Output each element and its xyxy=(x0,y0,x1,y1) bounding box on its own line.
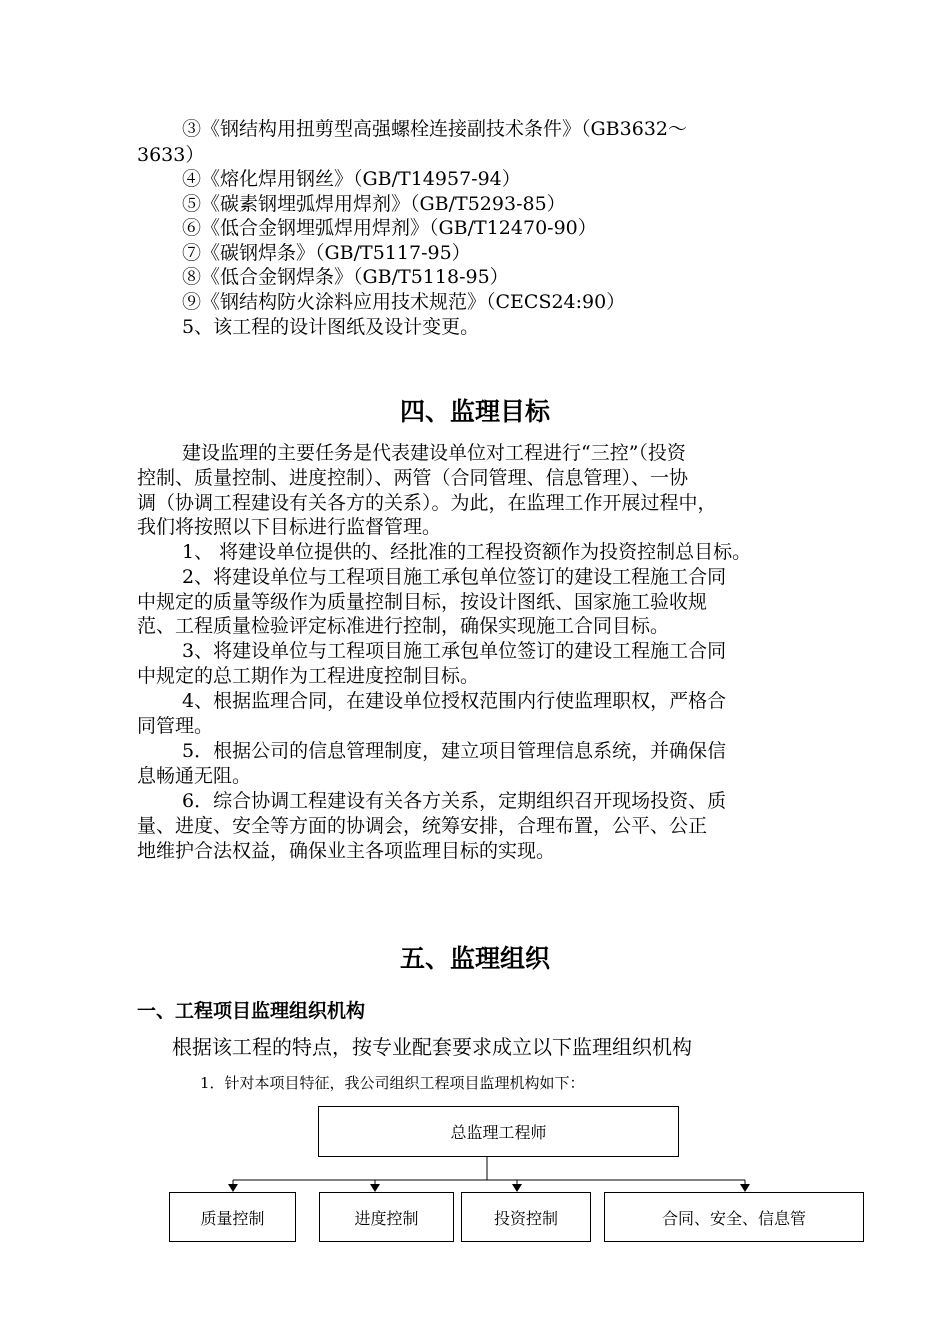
section-5-intro: 根据该工程的特点，按专业配套要求成立以下监理组织机构 xyxy=(172,1035,692,1059)
org-box-contract-safety-info: 合同、安全、信息管 xyxy=(604,1192,864,1242)
goal-6-line: 量、进度、安全等方面的协调会，统筹安排，合理布置，公平、公正 xyxy=(137,815,708,837)
goal-5-line: 息畅通无阻。 xyxy=(137,765,252,787)
ref-item-9: ⑨《钢结构防火涂料应用技术规范》（CECS24:90） xyxy=(182,291,626,313)
goal-4-line: 4、根据监理合同，在建设单位授权范围内行使监理职权，严格合 xyxy=(182,690,727,712)
section-4-intro-line: 控制、质量控制、进度控制）、两管（合同管理、信息管理）、一协 xyxy=(137,467,689,489)
goal-2-line: 范、工程质量检验评定标准进行控制，确保实现施工合同目标。 xyxy=(137,615,670,637)
org-box-chief-supervisor: 总监理工程师 xyxy=(318,1106,679,1157)
goal-6-line: 6．综合协调工程建设有关各方关系，定期组织召开现场投资、质 xyxy=(182,790,727,812)
ref-item-3-line1: ③《钢结构用扭剪型高强螺栓连接副技术条件》（GB3632～ xyxy=(182,118,687,140)
goal-5-line: 5．根据公司的信息管理制度，建立项目管理信息系统，并确保信 xyxy=(182,740,727,762)
section-4-title: 四、监理目标 xyxy=(399,397,550,426)
org-chart-note: 1．针对本项目特征，我公司组织工程项目监理机构如下： xyxy=(200,1074,585,1092)
goal-2-line: 2、将建设单位与工程项目施工承包单位签订的建设工程施工合同 xyxy=(182,566,727,588)
goal-6-line: 地维护合法权益，确保业主各项监理目标的实现。 xyxy=(137,840,556,862)
section-5-subtitle: 一、工程项目监理组织机构 xyxy=(137,1000,366,1022)
goal-4-line: 同管理。 xyxy=(137,715,214,737)
section-4-intro-line: 我们将按照以下目标进行监督管理。 xyxy=(137,516,442,538)
org-box-investment-control: 投资控制 xyxy=(461,1192,591,1242)
ref-item-8: ⑧《低合金钢焊条》（GB/T5118-95） xyxy=(182,266,509,288)
org-box-quality-control: 质量控制 xyxy=(169,1192,296,1242)
goal-3-line: 中规定的总工期作为工程进度控制目标。 xyxy=(137,665,480,687)
section-4-intro-line: 调（协调工程建设有关各方的关系）。为此，在监理工作开展过程中， xyxy=(137,492,717,514)
arrow-down-icon xyxy=(740,1184,750,1192)
section-5-title: 五、监理组织 xyxy=(399,944,550,973)
arrow-down-icon xyxy=(370,1184,380,1192)
arrow-down-icon xyxy=(228,1184,238,1192)
ref-point-5: 5、该工程的设计图纸及设计变更。 xyxy=(182,316,480,338)
goal-2-line: 中规定的质量等级作为质量控制目标，按设计图纸、国家施工验收规 xyxy=(137,591,708,613)
arrow-down-icon xyxy=(512,1184,522,1192)
ref-item-5: ⑤《碳素钢埋弧焊用焊剂》（GB/T5293-85） xyxy=(182,193,566,215)
ref-item-7: ⑦《碳钢焊条》（GB/T5117-95） xyxy=(182,242,471,264)
goal-1-line: 1、 将建设单位提供的、经批准的工程投资额作为投资控制总目标。 xyxy=(182,541,752,563)
org-box-schedule-control: 进度控制 xyxy=(319,1192,454,1242)
ref-item-6: ⑥《低合金钢埋弧焊用焊剂》（GB/T12470-90） xyxy=(182,217,597,239)
goal-3-line: 3、将建设单位与工程项目施工承包单位签订的建设工程施工合同 xyxy=(182,640,727,662)
ref-item-4: ④《熔化焊用钢丝》（GB/T14957-94） xyxy=(182,168,521,190)
section-4-intro-line: 建设监理的主要任务是代表建设单位对工程进行“三控”（投资 xyxy=(182,442,686,464)
ref-item-3-line2: 3633） xyxy=(137,144,205,166)
